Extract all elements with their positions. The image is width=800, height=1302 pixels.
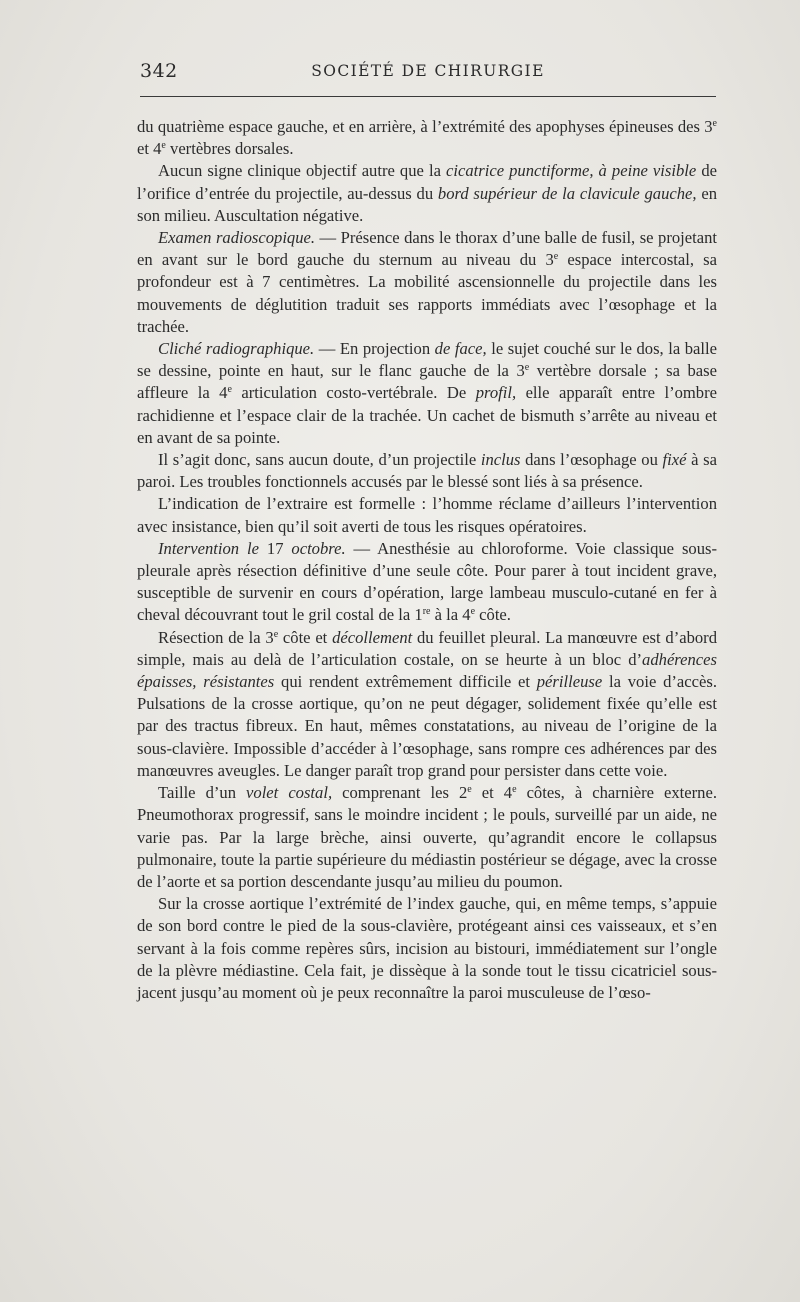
paragraph xyxy=(137,227,717,338)
italic-text: décollement xyxy=(332,627,413,647)
italic-text: volet costal, xyxy=(246,783,333,803)
text-span: elle apparaît entre l’ombre rachidienne et l’espace clair de la trachée. Un cachet de bismuth s’arrête au niveau et en avant de sa pointe. xyxy=(137,383,717,447)
text-span: dans l’œsophage ou xyxy=(520,450,663,470)
paragraph xyxy=(137,893,717,1004)
text-span: articulation costo-vertébrale. De xyxy=(231,383,476,403)
text-span: qui rendent extrêmement difficile et xyxy=(274,672,537,692)
text-span: vertèbre dorsale ; sa base affleure la 4 xyxy=(137,361,717,403)
text-span: — En projection xyxy=(314,339,435,359)
text-span: Il s’agit donc, sans aucun doute, d’un projectile xyxy=(158,450,481,470)
text-span: et 4 xyxy=(471,783,513,803)
text-span: Taille d’un xyxy=(158,783,247,803)
italic-text: Intervention le xyxy=(158,538,259,558)
italic-text: adhérences épaisses, résistantes xyxy=(137,649,717,692)
text-span: à sa paroi. Les troubles fonctionnels accusés par le blessé sont liés à sa présence. xyxy=(137,450,717,492)
italic-text: bord supérieur de la clavicule gauche, xyxy=(437,183,697,203)
text-span: espace intercostal, sa profondeur est à 7 centimètres. La mobilité ascensionnelle du projectile dans les mouvements de déglutition traduit ses rapports immédiats avec l’œsophage et la trachée. xyxy=(137,250,717,336)
text-span: en son milieu. Auscultation négative. xyxy=(137,183,717,225)
superscript: re xyxy=(422,606,431,618)
text-span: le sujet couché sur le dos, la balle se dessine, pointe en haut, sur le flanc gauche de la 3 xyxy=(137,339,717,381)
superscript: e xyxy=(553,251,559,263)
text-span: Résection de la 3 xyxy=(158,627,274,647)
text-span: de l’orifice d’entrée du projectile, au-dessus du xyxy=(137,161,717,203)
superscript: e xyxy=(512,784,517,796)
superscript: e xyxy=(712,118,717,129)
text-span: et 4 xyxy=(137,139,162,159)
text-span: comprenant les 2 xyxy=(332,783,468,803)
paragraph xyxy=(137,782,717,893)
text-span: la voie d’accès. Pulsations de la crosse aortique, qu’on ne peut dégager, solidement fixée qu’elle est par des tractus fibreux. En haut, mêmes constatations, au niveau de l’origine de la sous-clavière. Impossible d’accéder à l’œsophage, sans rompre ces adhérences par des manœuvres aveugles. Le danger paraît trop grand pour persister dans cette voie. xyxy=(137,672,717,780)
text-span: — Présence dans le thorax d’une balle de fusil, se projetant en avant sur le bord gauche du sternum au niveau du 3 xyxy=(137,228,718,270)
paragraph xyxy=(137,493,717,537)
text-span: Aucun signe clinique objectif autre que la xyxy=(158,161,447,181)
paragraph xyxy=(137,338,717,449)
italic-text: fixé xyxy=(662,450,687,470)
running-title: SOCIÉTÉ DE CHIRURGIE xyxy=(311,62,545,80)
body-text xyxy=(137,116,717,1004)
text-span: du quatrième espace gauche, et en arrière, à l’extrémité des apophyses épineuses des 3 xyxy=(137,117,713,136)
paragraph xyxy=(137,449,717,493)
text-span: à la 4 xyxy=(430,605,471,625)
paragraph xyxy=(137,627,717,782)
page-number: 342 xyxy=(140,60,178,82)
text-span: vertèbres dorsales. xyxy=(165,139,294,159)
text-span: — Anesthésie au chloroforme. Voie classique sous-pleurale après résection définitive d’une seule côte. Pour parer à tout incident grave, susceptible de survenir en cours d’opération, large lambeau musculo-cutané en fer à cheval découvrant tout le gril costal de la 1 xyxy=(137,538,717,625)
superscript: e xyxy=(227,384,232,396)
italic-text: périlleuse xyxy=(536,672,603,692)
italic-text: inclus xyxy=(480,450,521,470)
page-header xyxy=(140,60,716,86)
italic-text: de face, xyxy=(434,339,487,359)
superscript: e xyxy=(467,784,472,796)
paragraph xyxy=(137,116,717,160)
italic-text: cicatrice punctiforme, à peine visible xyxy=(446,161,697,181)
text-span: côte. xyxy=(475,605,511,625)
text-span: du feuillet pleural. La manœuvre est d’abord simple, mais au delà de l’articulation costale, on se heurte à un bloc d’ xyxy=(137,627,717,669)
superscript: e xyxy=(470,606,476,618)
paragraph xyxy=(137,160,717,227)
paragraph xyxy=(137,538,717,627)
italic-text: octobre. xyxy=(291,538,346,558)
text-span: côte et xyxy=(278,627,333,647)
text-span: 17 xyxy=(258,538,292,558)
italic-text: Cliché radiographique. xyxy=(158,339,315,359)
text-span: Sur la crosse aortique l’extrémité de l’index gauche, qui, en même temps, s’appuie de son bord contre le pied de la sous-clavière, protégeant ainsi ces vaisseaux, et s’en servant à la fois comme repères sûrs, incision au bistouri, immédiatement sur l’ongle de la plèvre médiastine. Cela fait, je dissèque à la sonde tout le tissu cicatriciel sous-jacent jusqu’au moment où je peux reconnaître la paroi musculeuse de l’œso- xyxy=(137,894,717,1002)
italic-text: profil, xyxy=(475,383,517,403)
superscript: e xyxy=(161,140,166,152)
text-span: L’indication de l’extraire est formelle : l’homme réclame d’ailleurs l’intervention avec insistance, bien qu’il soit averti de tous les risques opératoires. xyxy=(137,494,717,536)
superscript: e xyxy=(524,362,530,374)
header-rule xyxy=(140,96,716,97)
italic-text: Examen radioscopique. xyxy=(158,228,316,248)
text-span: côtes, à charnière externe. Pneumothorax progressif, sans le moindre incident ; le pouls, surveillé par un aide, ne varie pas. Par la large brèche, ainsi ouverte, qu’agrandit encore le collapsus pulmonaire, toute la partie supérieure du médiastin postérieur se dégage, avec la crosse de l’aorte et sa portion descendante jusqu’au milieu du poumon. xyxy=(137,783,717,891)
superscript: e xyxy=(273,628,279,640)
